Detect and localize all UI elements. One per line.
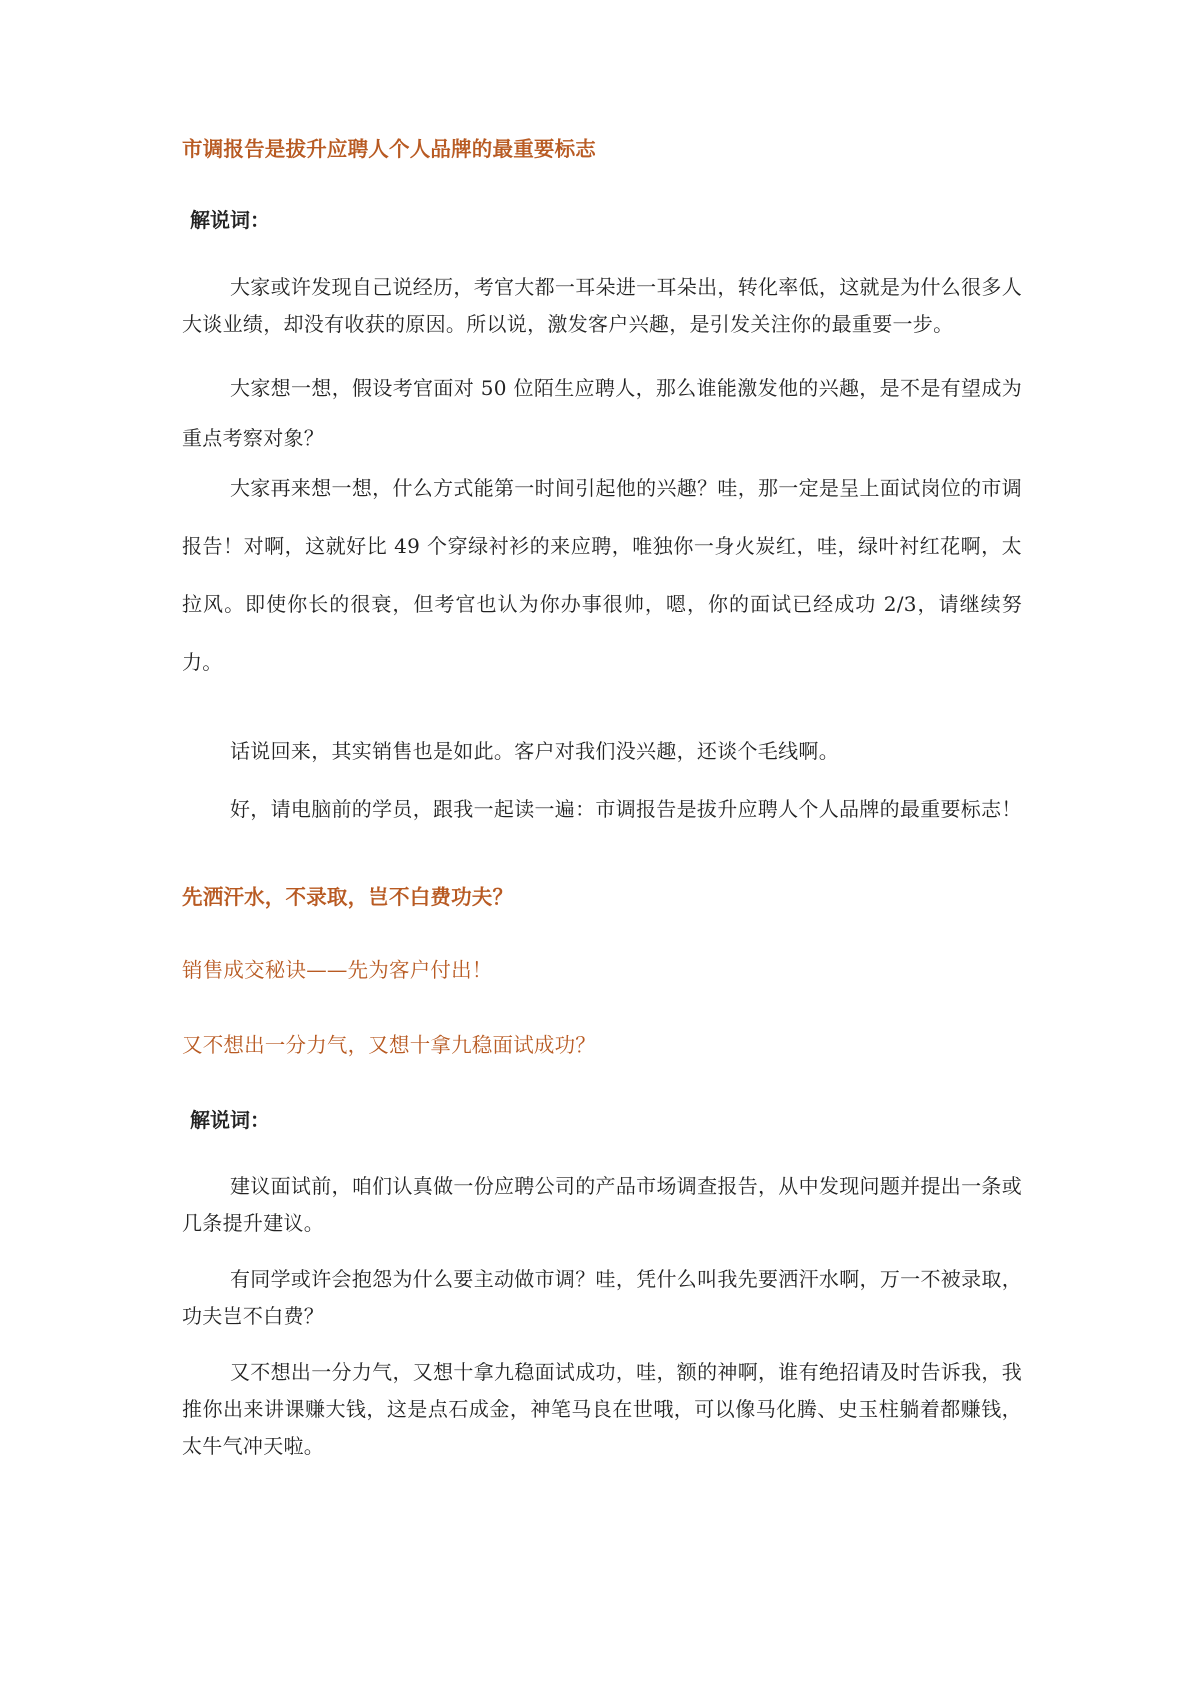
heading-sweat: 先洒汗水，不录取，岂不白费功夫？ [182,885,514,909]
section1-paragraph-4: 话说回来，其实销售也是如此。客户对我们没兴趣，还谈个毛线啊。 [230,739,839,763]
section1-paragraph-5: 好，请电脑前的学员，跟我一起读一遍：市调报告是拔升应聘人个人品牌的最重要标志！ [230,797,1022,821]
section1-label: 解说词： [190,208,270,232]
section2-label: 解说词： [190,1108,270,1132]
section1-paragraph-3: 大家再来想一想，什么方式能第一时间引起他的兴趣？哇，那一定是呈上面试岗位的市调报告！对啊，这就好比 49 个穿绿衬衫的来应聘，唯独你一身火炭红，哇，绿叶衬红花啊，太拉风。即使你长的很衰，但考官也认为你办事很帅，嗯，你的面试已经成功 2/3，请继续努力。 [182,476,1022,674]
heading-no-effort: 又不想出一分力气，又想十拿九稳面试成功？ [182,1033,596,1057]
section2-paragraph-1: 建议面试前，咱们认真做一份应聘公司的产品市场调查报告，从中发现问题并提出一条或几条提升建议。 [182,1174,1022,1235]
section2-paragraph-2: 有同学或许会抱怨为什么要主动做市调？哇，凭什么叫我先要洒汗水啊，万一不被录取，功夫岂不白费？ [182,1267,1022,1328]
section2-paragraph-3: 又不想出一分力气，又想十拿九稳面试成功，哇，额的神啊，谁有绝招请及时告诉我，我推你出来讲课赚大钱，这是点石成金，神笔马良在世哦，可以像马化腾、史玉柱躺着都赚钱，太牛气冲天啦。 [182,1360,1022,1458]
document-title: 市调报告是拔升应聘人个人品牌的最重要标志 [182,137,596,161]
section1-paragraph-2: 大家想一想，假设考官面对 50 位陌生应聘人，那么谁能激发他的兴趣，是不是有望成为重点考察对象？ [182,376,1022,450]
heading-sales-secret: 销售成交秘诀——先为客户付出！ [182,958,493,982]
section1-paragraph-1: 大家或许发现自己说经历，考官大都一耳朵进一耳朵出，转化率低，这就是为什么很多人大谈业绩，却没有收获的原因。所以说，激发客户兴趣，是引发关注你的最重要一步。 [182,275,1022,336]
